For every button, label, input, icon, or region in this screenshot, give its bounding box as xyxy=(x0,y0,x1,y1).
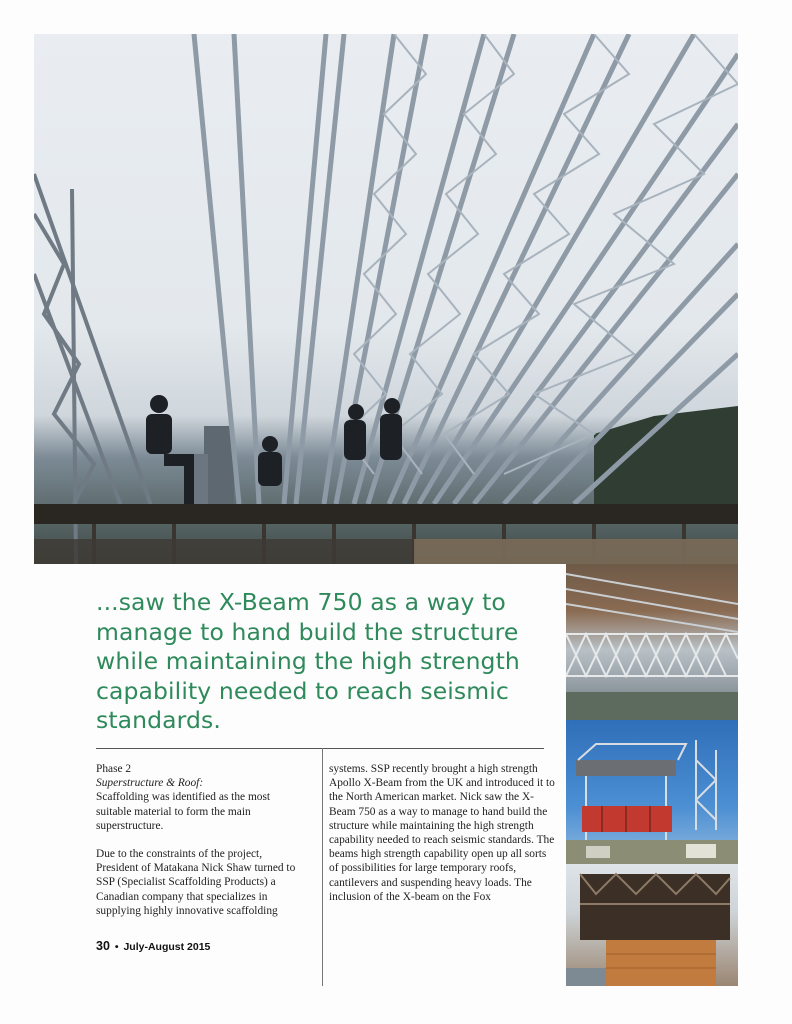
paragraph: Due to the constraints of the project, President of Matakana Nick Shaw turned to SSP (Specialist Scaffolding Products) a Canadian company that specializes in supplying highly innovative scaffolding xyxy=(96,848,296,917)
article-column-left xyxy=(96,762,306,918)
timber-wall xyxy=(606,940,716,986)
hero-photo-truss-beams xyxy=(34,34,738,564)
section-subhead: Superstructure & Roof: xyxy=(96,777,204,790)
pull-quote: ...saw the X-Beam 750 as a way to manage to hand build the structure while maintaining the high strength capability needed to reach seismic standards. xyxy=(96,588,520,734)
issue-date: July-August 2015 xyxy=(123,941,211,953)
side-photo-roof-trusses xyxy=(566,564,738,720)
timber-structure-illustration xyxy=(566,864,738,986)
worker-silhouettes xyxy=(146,395,402,514)
hero-illustration xyxy=(34,34,738,564)
lattice-frame xyxy=(566,634,738,676)
page-folio xyxy=(96,939,210,953)
roof-truss-lines xyxy=(566,574,738,632)
paragraph: Scaffolding was identified as the most suitable material to form the main superstructure. xyxy=(96,791,271,832)
page-number: 30 xyxy=(96,939,110,953)
article-column-right xyxy=(329,762,555,904)
roof-trusses-illustration xyxy=(566,564,738,720)
side-photo-timber-structure xyxy=(566,864,738,986)
distant-building xyxy=(204,426,234,506)
phase-heading: Phase 2 xyxy=(96,763,132,775)
side-photo-red-tower xyxy=(566,720,738,864)
paragraph: systems. SSP recently brought a high strength Apollo X-Beam from the UK and introduced it to the North American market. Nick saw the X-Beam 750 as a way to manage to hand build the structure while maintaining the high strength capability needed to reach seismic standards. The beams high strength capability open up all sorts of possibilities for large temporary roofs, cantilevers and suspending heavy loads. The inclusion of the X-beam on the Fox xyxy=(329,763,555,903)
column-divider xyxy=(322,748,323,986)
walkway-deck xyxy=(34,504,738,524)
red-tower-illustration xyxy=(566,720,738,864)
folio-separator: • xyxy=(114,941,119,953)
section-divider xyxy=(96,748,544,749)
